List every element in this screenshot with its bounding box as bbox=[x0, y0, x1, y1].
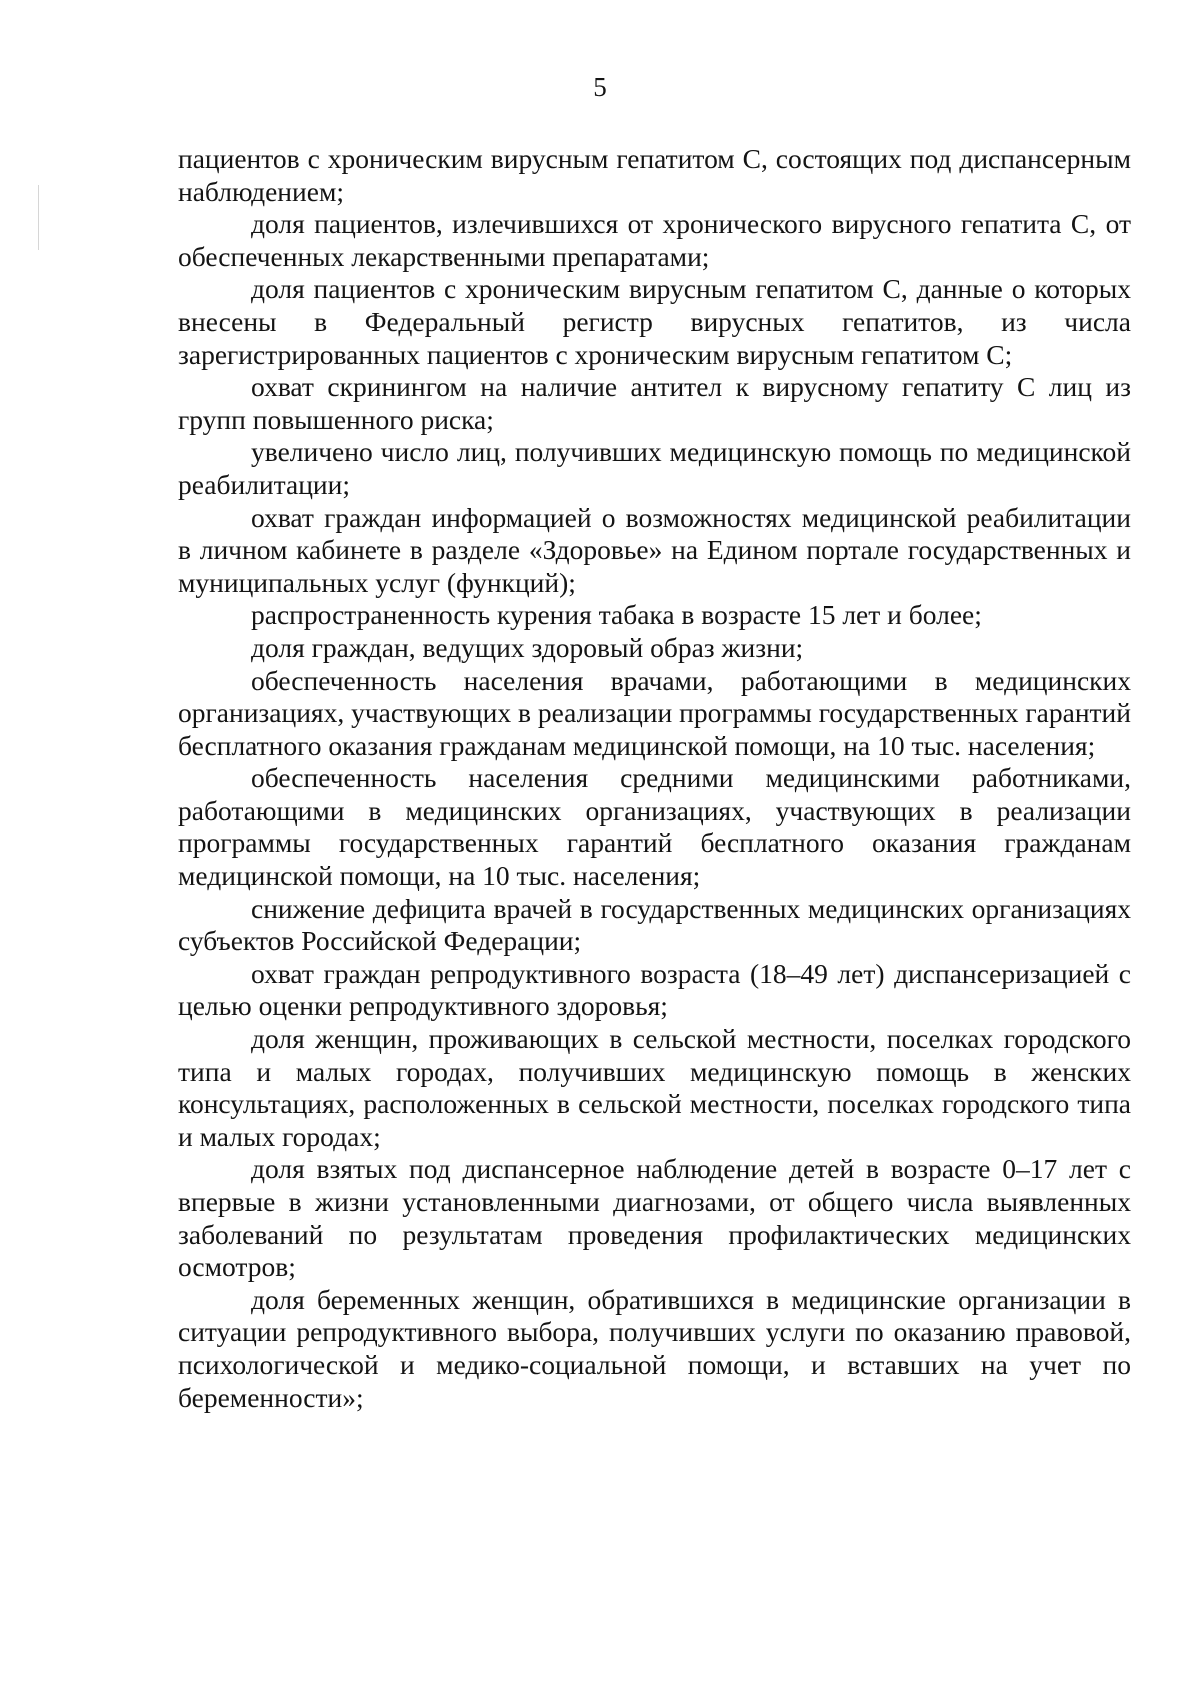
paragraph: обеспеченность населения врачами, работающими в медицинских организациях, участвующих в реализации программы государственных гарантий бесплатного оказания гражданам медицинской помощи, на 10 тыс. населения; bbox=[178, 664, 1131, 761]
paragraph: доля граждан, ведущих здоровый образ жизни; bbox=[251, 631, 804, 663]
paragraph: распространенность курения табака в возрасте 15 лет и более; bbox=[251, 599, 982, 631]
paragraph: снижение дефицита врачей в государственных медицинских организациях субъектов Российской Федерации; bbox=[178, 892, 1131, 957]
paragraph: увеличено число лиц, получивших медицинскую помощь по медицинской реабилитации; bbox=[178, 436, 1131, 500]
paragraph: пациентов с хроническим вирусным гепатитом С, состоящих под диспансерным наблюдением; bbox=[178, 143, 1131, 207]
page-number: 5 bbox=[593, 72, 607, 102]
paragraph: доля беременных женщин, обратившихся в медицинские организации в ситуации репродуктивного выбора, получивших услуги по оказанию правовой, психологической и медико-социальной помощи, и вставших на учет по беременности»; bbox=[178, 1283, 1131, 1413]
scan-margin-mark bbox=[38, 185, 39, 250]
paragraph: охват скринингом на наличие антител к вирусному гепатиту С лиц из групп повышенного риска; bbox=[178, 371, 1131, 435]
paragraph: доля пациентов с хроническим вирусным гепатитом С, данные о которых внесены в Федеральный регистр вирусных гепатитов, из числа зарегистрированных пациентов с хроническим вирусным гепатитом С; bbox=[178, 273, 1131, 370]
paragraph: охват граждан информацией о возможностях медицинской реабилитации в личном кабинете в разделе «Здоровье» на Едином портале государственных и муниципальных услуг (функций); bbox=[178, 501, 1131, 598]
paragraph: доля взятых под диспансерное наблюдение детей в возрасте 0–17 лет с впервые в жизни установленными диагнозами, от общего числа выявленных заболеваний по результатам проведения профилактических медицинских осмотров; bbox=[178, 1153, 1131, 1283]
paragraph: охват граждан репродуктивного возраста (18–49 лет) диспансеризацией с целью оценки репродуктивного здоровья; bbox=[178, 957, 1131, 1022]
paragraph: доля пациентов, излечившихся от хронического вирусного гепатита С, от обеспеченных лекарственными препаратами; bbox=[178, 208, 1131, 272]
paragraph: доля женщин, проживающих в сельской местности, поселках городского типа и малых городах, получивших медицинскую помощь в женских консультациях, расположенных в сельской местности, поселках городского типа и малых городах; bbox=[178, 1023, 1131, 1152]
document-body bbox=[178, 143, 1131, 1414]
paragraph: обеспеченность населения средними медицинскими работниками, работающими в медицинских организациях, участвующих в реализации программы государственных гарантий бесплатного оказания гражданам медицинской помощи, на 10 тыс. населения; bbox=[178, 762, 1131, 892]
